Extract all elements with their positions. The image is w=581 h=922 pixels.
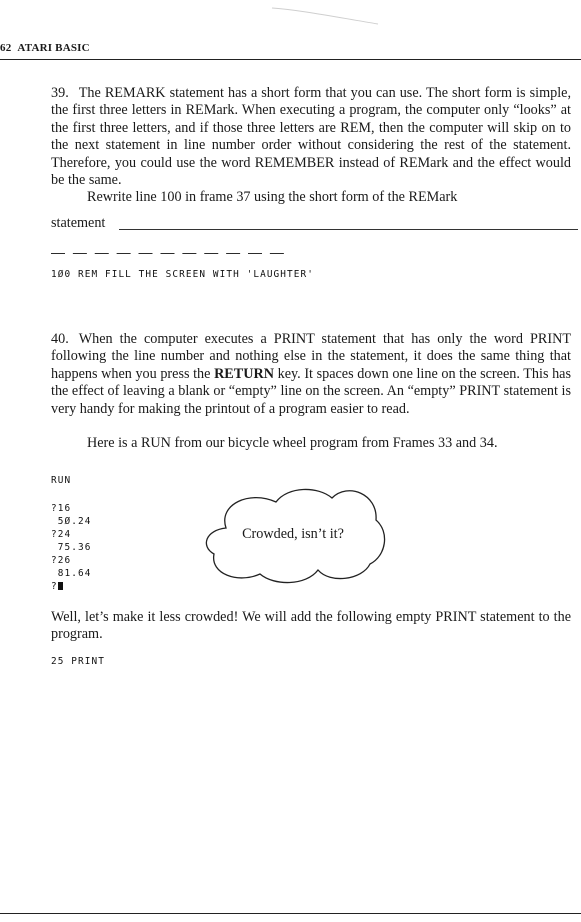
run-command: RUN	[51, 475, 72, 486]
answer-blank-line	[119, 229, 578, 230]
return-key-label: RETURN	[214, 365, 274, 382]
frame-40-text-a: When the computer executes a PRINT statement that has only the word PRINT following the line number and nothing else in the statement, it does the same thing that happens when you press the	[51, 331, 571, 382]
frame-39-instruction: Rewrite line 100 in frame 37 using the short form of the REMark	[87, 189, 458, 205]
run-intro: Here is a RUN from our bicycle wheel program from Frames 33 and 34.	[87, 435, 498, 451]
prompt-char: ?	[51, 581, 58, 592]
print-code-line: 25 PRINT	[51, 656, 105, 667]
page-number: 62	[0, 42, 12, 54]
frame-40-text-b: key. It spaces down one line on the screen. This has the effect of leaving a blank or “empty” line on the screen. An “empty” PRINT statement is very handy for making the printout of a program easier to read.	[51, 365, 571, 417]
running-header	[0, 42, 581, 54]
output-line: ?16	[51, 503, 72, 514]
scratch-mark	[270, 6, 380, 26]
statement-answer-row	[51, 215, 581, 232]
frame-39-number: 39.	[51, 85, 69, 101]
statement-label: statement	[51, 215, 106, 231]
output-line: 81.64	[51, 568, 92, 579]
header-rule	[0, 59, 581, 60]
frame-40-paragraph	[51, 331, 571, 418]
answer-code-line: 1Ø0 REM FILL THE SCREEN WITH 'LAUGHTER'	[51, 269, 315, 280]
footer-rule	[0, 913, 581, 914]
frame-40-number: 40.	[51, 331, 69, 347]
output-line: 5Ø.24	[51, 516, 92, 527]
frame-39-paragraph	[51, 85, 571, 189]
prompt-line	[51, 580, 63, 593]
cursor-block	[58, 582, 63, 590]
answer-separator: — — — — — — — — — — —	[51, 244, 286, 260]
output-line: 75.36	[51, 542, 92, 553]
output-line: ?26	[51, 555, 72, 566]
frame-39-text: The REMARK statement has a short form that you can use. The short form is simple, the first three letters in REMark. When executing a program, the computer only “looks” at the first three letters, and if those three letters are REM, then the computer will skip on to the next statement in line number order without considering the rest of the statement. Therefore, you could use the word REMEMBER instead of REMark and the effect would be the same.	[51, 85, 571, 189]
book-title: ATARI BASIC	[17, 42, 90, 54]
output-line: ?24	[51, 529, 72, 540]
bubble-caption: Crowded, isn’t it?	[242, 526, 344, 542]
closing-paragraph: Well, let’s make it less crowded! We will add the following empty PRINT statement to the program.	[51, 609, 571, 643]
